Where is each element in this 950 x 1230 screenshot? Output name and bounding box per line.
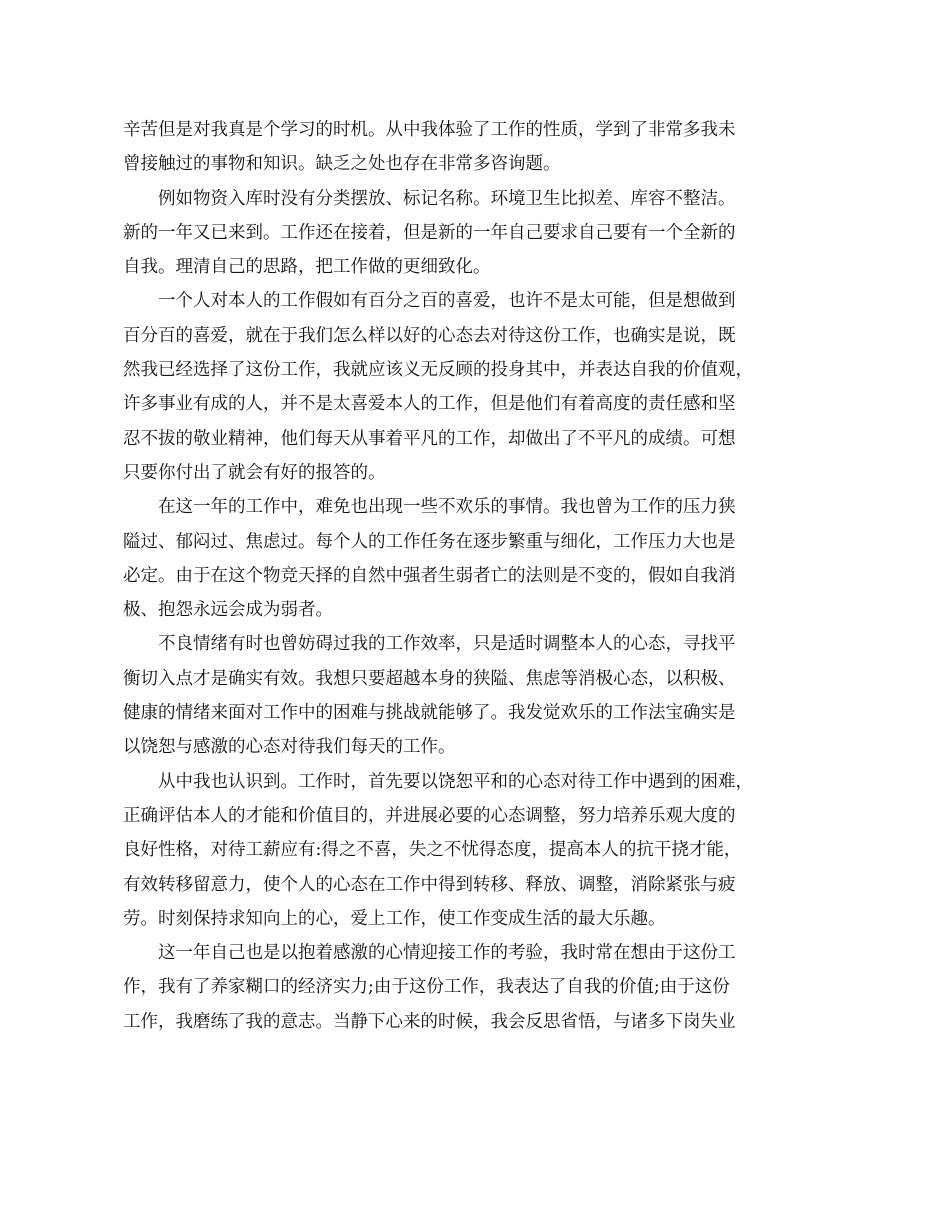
paragraph-line: 必定。由于在这个物竞天择的自然中强者生弱者亡的法则是不变的，假如自我消 <box>123 565 736 586</box>
paragraph-line: 只要你付出了就会有好的报答的。 <box>123 462 386 483</box>
paragraph-line: 忍不拔的敬业精神，他们每天从事着平凡的工作，却做出了不平凡的成绩。可想 <box>123 428 736 449</box>
paragraph-line: 例如物资入库时没有分类摆放、标记名称。环境卫生比拟差、库容不整洁。 <box>158 188 736 209</box>
paragraph-line: 许多事业有成的人，并不是太喜爱本人的工作，但是他们有着高度的责任感和坚 <box>123 394 736 415</box>
paragraph-line: 有效转移留意力，使个人的心态在工作中得到转移、释放、调整，消除紧张与疲 <box>123 874 736 895</box>
paragraph-line: 自我。理清自己的思路，把工作做的更细致化。 <box>123 257 491 278</box>
paragraph-line: 衡切入点才是确实有效。我想只要超越本身的狭隘、焦虑等消极心态，以积极、 <box>123 668 736 689</box>
paragraph-line: 作，我有了养家糊口的经济实力;由于这份工作，我表达了自我的价值;由于这份 <box>123 977 730 998</box>
document-body <box>123 113 813 1039</box>
paragraph-line: 在这一年的工作中，难免也出现一些不欢乐的事情。我也曾为工作的压力狭 <box>158 497 736 518</box>
paragraph-line: 不良情绪有时也曾妨碍过我的工作效率，只是适时调整本人的心态，寻找平 <box>158 634 736 655</box>
paragraph-line: 以饶恕与感激的心态对待我们每天的工作。 <box>123 737 456 758</box>
paragraph-line: 劳。时刻保持求知向上的心，爱上工作，使工作变成生活的最大乐趣。 <box>123 908 666 929</box>
paragraph-line: 一个人对本人的工作假如有百分之百的喜爱，也许不是太可能，但是想做到 <box>158 291 736 312</box>
paragraph-line: 新的一年又已来到。工作还在接着，但是新的一年自己要求自己要有一个全新的 <box>123 222 736 243</box>
paragraph-line: 极、抱怨永远会成为弱者。 <box>123 600 333 621</box>
paragraph-line: 良好性格，对待工薪应有:得之不喜，失之不忧得态度，提高本人的抗干挠才能， <box>123 840 742 861</box>
paragraph-line: 隘过、郁闷过、焦虑过。每个人的工作任务在逐步繁重与细化，工作压力大也是 <box>123 531 736 552</box>
paragraph-line: 这一年自己也是以抱着感激的心情迎接工作的考验，我时常在想由于这份工 <box>158 943 736 964</box>
paragraph-line: 从中我也认识到。工作时，首先要以饶恕平和的心态对待工作中遇到的困难， <box>158 771 753 792</box>
paragraph-line: 工作，我磨练了我的意志。当静下心来的时候，我会反思省悟，与诸多下岗失业 <box>123 1011 736 1032</box>
paragraph-line: 然我已经选择了这份工作，我就应该义无反顾的投身其中，并表达自我的价值观， <box>123 360 753 381</box>
paragraph-line: 健康的情绪来面对工作中的困难与挑战就能够了。我发觉欢乐的工作法宝确实是 <box>123 703 736 724</box>
paragraph-line: 辛苦但是对我真是个学习的时机。从中我体验了工作的性质，学到了非常多我未 <box>123 120 736 140</box>
paragraph-line: 正确评估本人的才能和价值目的，并进展必要的心态调整，努力培养乐观大度的 <box>123 805 736 826</box>
paragraph-line: 百分百的喜爱，就在于我们怎么样以好的心态去对待这份工作，也确实是说，既 <box>123 325 736 346</box>
paragraph-line: 曾接触过的事物和知识。缺乏之处也存在非常多咨询题。 <box>123 154 561 175</box>
